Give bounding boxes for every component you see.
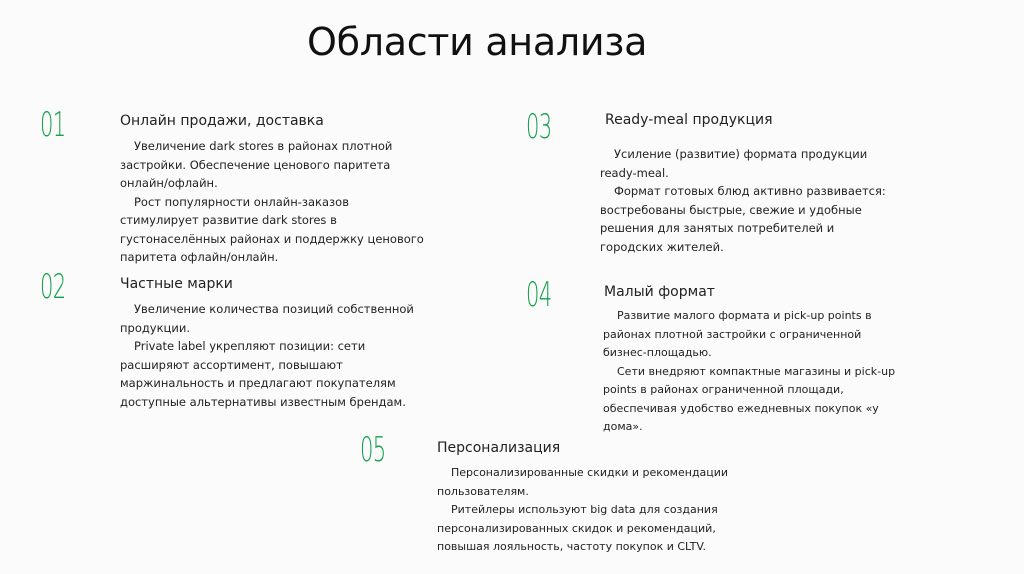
- section-05-paragraph-2: Ритейлеры используют big data для создания персонализированных скидок и рекомендаций, повышая лояльность, частоту покупок и CLTV.: [437, 503, 718, 553]
- section-03-paragraph-2: Формат готовых блюд активно развивается: востребованы быстрые, свежие и удобные решения для занятых потребителей и городских жителей.: [600, 184, 886, 254]
- section-heading-04: Малый формат: [604, 284, 715, 300]
- section-02-paragraph-2: Private label укрепляют позиции: сети расширяют ассортимент, повышают маржинальность и предлагают покупателям доступные альтернативы известным брендам.: [120, 339, 406, 409]
- section-01-paragraph-2: Рост популярности онлайн-заказов стимулирует развитие dark stores в густонаселённых районах и поддержку ценового паритета офлайн/онлайн.: [120, 194, 424, 264]
- section-body-04: [603, 307, 898, 437]
- section-number-05: 05: [360, 430, 386, 470]
- section-number-01: 01: [40, 105, 66, 145]
- section-03-paragraph-1: Усиление (развитие) формата продукции ready-meal.: [600, 147, 868, 180]
- section-body-05: [437, 464, 742, 557]
- section-heading-03: Ready-meal продукция: [605, 112, 773, 128]
- section-01-paragraph-1: Увеличение dark stores в районах плотной застройки. Обеспечение ценового паритета онлайн/офлайн.: [120, 139, 393, 190]
- section-number-04: 04: [526, 275, 552, 315]
- page-title: Области анализа: [307, 20, 648, 64]
- section-heading-02: Частные марки: [120, 276, 233, 292]
- section-05-paragraph-1: Персонализированные скидки и рекомендации пользователям.: [437, 466, 729, 498]
- section-number-03: 03: [526, 107, 552, 147]
- section-body-03: [600, 145, 890, 256]
- section-02-paragraph-1: Увеличение количества позиций собственной продукции.: [120, 302, 414, 335]
- section-number-02: 02: [40, 267, 66, 307]
- section-04-paragraph-1: Развитие малого формата и pick-up points в районах плотной застройки с ограниченной бизнес-площадью.: [603, 309, 872, 359]
- section-body-02: [120, 300, 420, 411]
- section-heading-05: Персонализация: [437, 440, 561, 456]
- section-04-paragraph-2: Сети внедряют компактные магазины и pick-up points в районах ограниченной площади, обеспечивая удобство ежедневных покупок «у дома».: [603, 364, 896, 433]
- section-heading-01: Онлайн продажи, доставка: [120, 113, 324, 129]
- section-body-01: [120, 137, 425, 267]
